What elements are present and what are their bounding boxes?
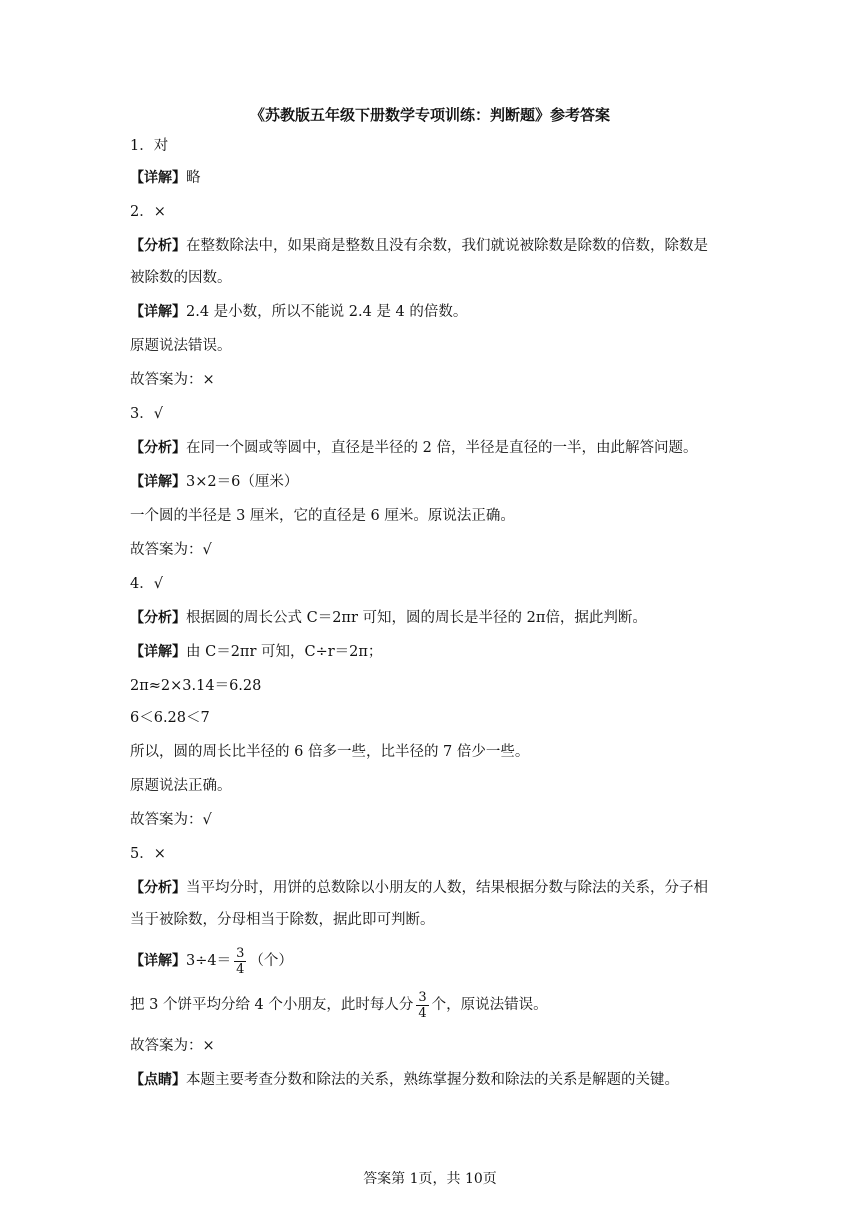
detail-tag: 【详解】 (130, 644, 186, 660)
q4-answer: 故答案为：√ (130, 812, 212, 828)
q3-detail (130, 472, 298, 492)
q5-analysis-text: 当平均分时，用饼的总数除以小朋友的人数，结果根据分数与除法的关系，分子相 (186, 880, 708, 896)
q3-conclusion: 一个圆的半径是 3 厘米，它的直径是 6 厘米。原说法正确。 (130, 508, 515, 524)
q3-analysis-text: 在同一个圆或等圆中，直径是半径的 2 倍，半径是直径的一半，由此解答问题。 (186, 440, 698, 456)
comment-tag: 【点睛】 (130, 1072, 186, 1088)
q4-calc-1: 2π≈2×3.14＝6.28 (130, 678, 262, 694)
q3-detail-text: 3×2＝6（厘米） (186, 474, 299, 490)
q4-analysis-text: 根据圆的周长公式 C＝2πr 可知，圆的周长是半径的 2π倍，据此判断。 (186, 610, 647, 626)
q4-judgement: 原题说法正确。 (130, 778, 232, 794)
q3-analysis (130, 438, 697, 458)
q4-calc-2: 6＜6.28＜7 (130, 710, 210, 726)
q2-analysis-cont: 被除数的因数。 (130, 270, 232, 286)
fraction-denominator: 4 (236, 961, 245, 977)
q5-number: 5．× (130, 846, 166, 862)
q2-detail-text: 2.4 是小数，所以不能说 2.4 是 4 的倍数。 (186, 304, 468, 320)
q2-analysis (130, 236, 708, 256)
q5-conclusion-text: 把 3 个饼平均分给 4 个小朋友，此时每人分 (130, 997, 414, 1013)
q4-conclusion: 所以，圆的周长比半径的 6 倍多一些，比半径的 7 倍少一些。 (130, 744, 530, 760)
q3-answer: 故答案为：√ (130, 542, 212, 558)
q2-detail (130, 302, 467, 322)
q5-conclusion (130, 988, 548, 1022)
detail-tag: 【详解】 (130, 474, 186, 490)
q2-number: 2．× (130, 204, 166, 220)
fraction-denominator: 4 (418, 1005, 427, 1021)
q5-answer: 故答案为：× (130, 1038, 215, 1054)
analysis-tag: 【分析】 (130, 880, 186, 896)
q2-analysis-text: 在整数除法中，如果商是整数且没有余数，我们就说被除数是除数的倍数，除数是 (186, 238, 708, 254)
detail-tag: 【详解】 (130, 170, 186, 186)
fraction (234, 946, 246, 977)
analysis-tag: 【分析】 (130, 238, 186, 254)
q4-analysis (130, 608, 647, 628)
fraction-numerator: 3 (418, 989, 427, 1005)
q1-detail (130, 168, 201, 188)
fraction-numerator: 3 (236, 945, 245, 961)
q1-detail-text: 略 (186, 170, 201, 186)
page-footer: 答案第 1页，共 10页 (363, 1171, 497, 1187)
q5-analysis-cont: 当于被除数，分母相当于除数，据此即可判断。 (130, 912, 435, 928)
analysis-tag: 【分析】 (130, 440, 186, 456)
page-title: 《苏教版五年级下册数学专项训练：判断题》参考答案 (249, 106, 610, 124)
q5-comment-text: 本题主要考查分数和除法的关系，熟练掌握分数和除法的关系是解题的关键。 (186, 1072, 679, 1088)
q2-conclusion: 原题说法错误。 (130, 338, 232, 354)
q1-number: 1．对 (130, 138, 169, 154)
q5-comment (130, 1070, 679, 1090)
q3-number: 3．√ (130, 406, 163, 422)
detail-tag: 【详解】 (130, 304, 186, 320)
q5-detail-text: 3÷4＝ (186, 953, 232, 969)
q4-detail-text: 由 C＝2πr 可知，C÷r＝2π； (186, 644, 383, 660)
analysis-tag: 【分析】 (130, 610, 186, 626)
q2-answer: 故答案为：× (130, 372, 215, 388)
detail-tag: 【详解】 (130, 953, 186, 969)
q5-conclusion-tail: 个，原说法错误。 (431, 997, 548, 1013)
q5-detail (130, 944, 293, 978)
q5-analysis (130, 878, 708, 898)
q4-number: 4．√ (130, 576, 163, 592)
q4-detail (130, 642, 382, 662)
fraction (416, 990, 428, 1021)
q5-detail-unit: （个） (249, 953, 293, 969)
